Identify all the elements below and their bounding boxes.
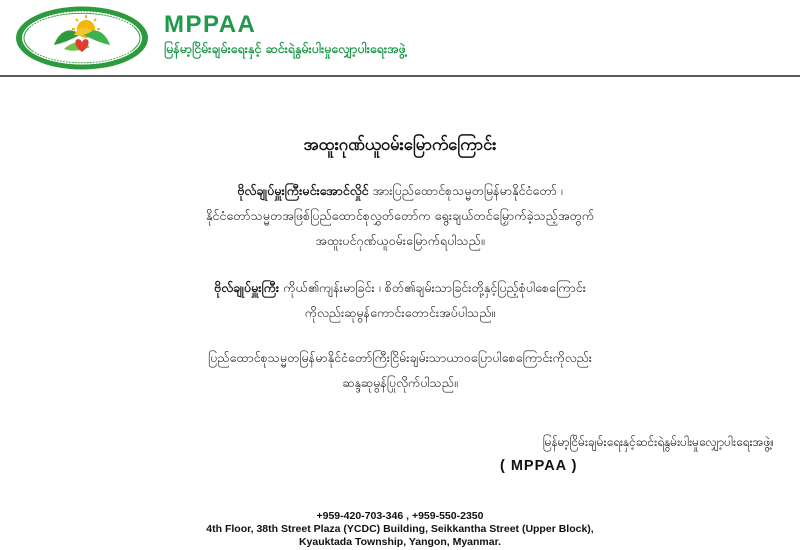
- mppaa-logo-icon: [14, 5, 150, 71]
- paragraph-congratulations: [0, 178, 800, 253]
- paragraph-line: နိုင်ငံတော်သမ္မတအဖြစ်ပြည်ထောင်စုလွှတ်တော်က ရွေးချယ်တင်မြှောက်ခဲ့သည့်အတွက်: [205, 208, 595, 223]
- honoree-title: ဗိုလ်ချုပ်မှူးကြီး: [214, 280, 280, 295]
- address-line: 4th Floor, 38th Street Plaza (YCDC) Building, Seikkantha Street (Upper Block),: [206, 523, 594, 535]
- signature-abbreviation: ( MPPAA ): [500, 458, 578, 474]
- honoree-name: ဗိုလ်ချုပ်မှူးကြီးမင်းအောင်လှိုင်: [237, 183, 369, 198]
- phone-numbers: +959-420-703-346 , +959-550-2350: [316, 510, 484, 522]
- org-full-name: မြန်မာ့ငြိမ်းချမ်းရေးနှင့် ဆင်းရဲနွမ်းပါးမှုလျှော့ပါးရေးအဖွဲ့: [164, 41, 406, 56]
- paragraph-text: ကိုယ်၏ကျန်းမာခြင်း ၊ စိတ်၏ချမ်းသာခြင်းတို့နှင့်ပြည့်စုံပါစေကြောင်း: [279, 280, 586, 295]
- paragraph-line: [0, 275, 800, 300]
- signature-org: မြန်မာ့ငြိမ်းချမ်းရေးနှင့်ဆင်းရဲနွမ်းပါးမှုလျှော့ပါးရေးအဖွဲ့။: [542, 435, 774, 449]
- letterhead: [0, 0, 800, 76]
- header-divider: [0, 75, 800, 77]
- address-line: Kyauktada Township, Yangon, Myanmar.: [298, 536, 502, 548]
- paragraph-line: ပြည်ထောင်စုသမ္မတမြန်မာနိုင်ငံတော်ကြီးငြိမ်းချမ်းသာယာဝပြောပါစေကြောင်းကိုလည်း: [208, 350, 592, 365]
- paragraph-wishes: [0, 275, 800, 325]
- paragraph-text: အားပြည်ထောင်စုသမ္မတမြန်မာနိုင်ငံတော် ၊: [368, 183, 563, 198]
- paragraph-nation-wishes: [0, 345, 800, 395]
- contact-footer: [0, 510, 800, 549]
- paragraph-line: အထူးပင်ဂုဏ်ယူဝမ်းမြောက်ရပါသည်။: [315, 233, 485, 248]
- paragraph-line: [0, 178, 800, 203]
- paragraph-line: ကိုလည်းဆုမွန်ကောင်းတောင်းအပ်ပါသည်။: [304, 305, 496, 320]
- paragraph-line: ဆန္ဒဆုမွန်ပြုလိုက်ပါသည်။: [342, 375, 458, 390]
- org-name: MPPAA: [164, 11, 257, 38]
- letter-title: အထူးဂုဏ်ယူဝမ်းမြောက်ကြောင်း: [303, 135, 497, 154]
